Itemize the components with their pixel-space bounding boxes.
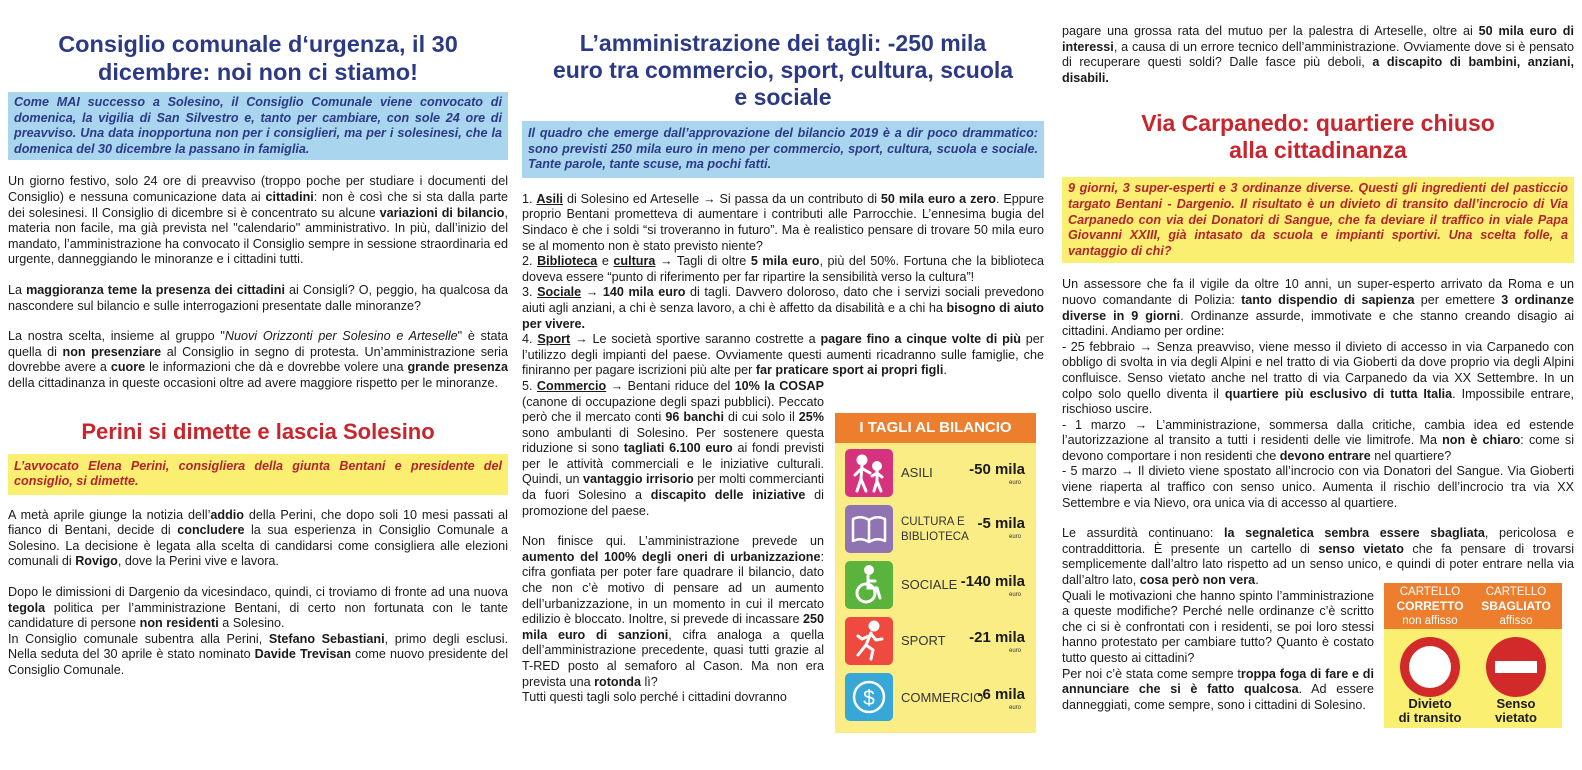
- no-transit-sign-icon: [1398, 635, 1462, 699]
- tagli-label: SPORT: [901, 633, 946, 648]
- paragraph: A metà aprile giunge la notizia dell’addio della Perini, che dopo soli 10 mesi passati al fianco di Bentani, decide di concludere la sua esperienza in Consiglio Comunale a Solesino. La decisione è legata alla scelta di candidarsi come consigliera alle elezioni comunali di Rovigo, dove la Perini vive e lavora.: [8, 507, 508, 569]
- list-item: 3. Sociale → 140 mila euro di tagli. Davvero doloroso, dato che i servizi sociali prevedono aiuti agli anziani, a chi è senza lavoro, a chi è affetto da disabilità e a chi ha bisogno di aiuto per vivere.: [522, 285, 1044, 331]
- paragraph: Le assurdità continuano: la segnaletica sembra essere sbagliata, pericolosa e contraddittoria. È presente un cartello di senso vietato che fa pensare di trovarsi semplicemente dall’altro lato rispetto ad un senso unico, e quindi di poter entrare nella via dall’altro lato, cosa però non vera.: [1062, 526, 1575, 588]
- tagli-label: SOCIALE: [901, 577, 958, 592]
- list-item: - 5 marzo → Il divieto viene spostato all’incrocio con via Donatori del Sangue. Via Gioberti viene riaperta al traffico con senso unico. Aumenta il rischio dell’incrocio tra via XX Settembre e via Nievo, ora unica via di accesso al quartiere.: [1062, 464, 1574, 510]
- paragraph: In Consiglio comunale subentra alla Perini, Stefano Sebastiani, primo degli esclusi. Nella seduta del 30 aprile è stato nominato Davide Trevisan come nuovo presidente del Consiglio Comunale.: [8, 631, 508, 678]
- tagli-label: COMMERCIO: [901, 690, 984, 705]
- list-item: - 1 marzo → L’amministrazione, sommersa dalla critiche, cambia idea ed estende l’autorizzazione al transito a tutti i residenti delle vie limitrofe. Ma non è chiaro: come si devono comportare i non residenti che devono entrare nel quartiere?: [1062, 417, 1574, 463]
- euro-label: euro: [1008, 480, 1021, 486]
- tagli-row-asili: [841, 449, 1031, 501]
- tagli-value: -6 mila: [977, 686, 1025, 703]
- children-walking-icon: [845, 449, 893, 497]
- euro-label: euro: [1008, 648, 1021, 654]
- list-item: 1. Asili di Solesino ed Arteselle → Si passa da un contributo di 50 mila euro a zero. Eppure proprio Bentani prometteva di aumentare i contributi alle Parrocchie. L’ennesima bugia del Sindaco è che i soldi “si troveranno in futuro”. Ma è realistico pensare di trovare 50 mila euro se al momento non è stato previsto niente?: [522, 191, 1044, 253]
- article-title-carpanedo: Via Carpanedo: quartiere chiuso alla cittadinanza: [1141, 110, 1495, 164]
- list-item: - 25 febbraio → Senza preavviso, viene messo il divieto di accesso in via Carpanedo con obbligo di svolta in via degli Alpini e nel tratto di via Gioberti da dove proprio via degli Alpini confluisce. Senso vietato anche nel tratto di via Carpanedo da via XX Settembre. In un colpo solo quello diventa il quartiere più esclusivo di tutta Italia. Impossibile entrare, rischioso uscire.: [1062, 339, 1574, 417]
- intro-box-carpanedo: 9 giorni, 3 super-esperti e 3 ordinanze diverse. Questi gli ingredienti del pasticcio targato Bentani - Dargenio. Il risultato è un divieto di transito dall’incrocio di Via Carpanedo con via dei Donatori di Sangue, che fa deviare il traffico in viale Papa Giovanni XXIII, già intasato da scuola e impianti sportivi. Una scelta folle, a vantaggio di chi?: [1062, 177, 1574, 263]
- article-title-perini: Perini si dimette e lascia Solesino: [81, 418, 435, 444]
- paragraph: Non finisce qui. L’amministrazione prevede un aumento del 100% degli oneri di urbanizzazione: cifra gonfiata per poter fare quadrare il bilancio, dato che non c’è motivo di pensare ad un aumento dell’urbanizzazione, in un momento in cui il mercato edilizio è bloccato. Inoltre, si prevede di incassare 250 mila euro di sanzioni, cifra analoga a quella dell’amministrazione precedente, quasi tutti grazie al T-RED posto al semaforo al Cason. Ma non era prevista una rotonda lì? Tutti questi tagli solo perché i cittadini dovranno: [522, 534, 824, 705]
- intro-box-perini: L’avvocato Elena Perini, consigliera della giunta Bentani e presidente del consiglio, si dimette.: [8, 454, 508, 495]
- tagli-value: -140 mila: [960, 573, 1025, 590]
- tagli-value: -5 mila: [977, 515, 1025, 532]
- article-title-consiglio: Consiglio comunale d‘urgenza, il 30 dicembre: noi non ci stiamo!: [58, 31, 458, 85]
- intro-box-tagli: Il quadro che emerge dall’approvazione del bilancio 2019 è a dir poco drammatico: sono previsti 250 mila euro in meno per commercio, sport, cultura, scuola e sociale. Tante parole, tante scuse, ma pochi fatti.: [522, 121, 1044, 178]
- paragraph: Per noi c’è stata come sempre troppa foga di fare e di annunciare che si è fatto qualcosa. Ad essere danneggiati, come sempre, sono i cittadini di Solesino.: [1062, 666, 1374, 712]
- intro-box-consiglio: Come MAI successo a Solesino, il Consiglio Comunale viene convocato di domenica, la vigilia di San Silvestro e, tanto per cambiare, con sole 24 ore di preavviso. Una data inopportuna non per i consiglieri, ma per i solesinesi, che la domenica del 30 dicembre la passano in famiglia.: [8, 92, 508, 160]
- list-item: 5. Commercio → Bentani riduce del 10% la COSAP (canone di occupazione degli spazi pubblici). Peccato però che il mercato conti 96 banchi di cui solo il 25% sono ambulanti di Solesino. Per sostenere questa riduzione si sono tagliati 6.100 euro ai fondi previsti per le attività commerciali e le iniziative culturali. Quindi, un vantaggio irrisorio per molti commercianti da fuori Solesino a discapito delle iniziative di promozione del paese.: [522, 378, 825, 518]
- column-1: [8, 0, 508, 770]
- tagli-label: ASILI: [901, 465, 933, 480]
- tagli-row-sociale: [841, 561, 1031, 613]
- running-person-icon: [845, 617, 893, 665]
- euro-label: euro: [1008, 534, 1021, 540]
- paragraph: La maggioranza teme la presenza dei cittadini ai Consigli? O, peggio, ha qualcosa da nascondere sul bilancio e sulle interrogazioni presentate dalle minoranze?: [8, 282, 508, 313]
- panel-header: I TAGLI AL BILANCIO: [835, 413, 1036, 443]
- tagli-row-commercio: [841, 673, 1031, 725]
- article-title-tagli: L’amministrazione dei tagli: -250 mila euro tra commercio, sport, cultura, scuola e sociale: [552, 30, 1014, 110]
- paragraph: Un assessore che fa il vigile da oltre 10 anni, un super-esperto arrivato da Roma e un nuovo comandante di Polizia: tanto dispendio di sapienza per emettere 3 ordinanze diverse in 9 giorni. Ordinanze assurde, immotivate e che stanno creando disagio ai cittadini. Andiamo per ordine:: [1062, 277, 1575, 339]
- tagli-value: -50 mila: [969, 461, 1025, 478]
- open-book-icon: [845, 505, 893, 553]
- tagli-row-cultura: [841, 505, 1031, 557]
- svg-text:$: $: [863, 687, 875, 710]
- paragraph: Un giorno festivo, solo 24 ore di preavviso (troppo poche per studiare i documenti del Consiglio) e nessuna comunicazione data ai cittadini: non è così che si sta dalla parte dei solesinesi. Il Consiglio di dicembre si è concentrato su alcune variazioni di bilancio, materia non facile, ma già prevista nel "calendario" amministrativo. In più, dall’inizio del mandato, l’amministrazione ha convocato il Consiglio sempre in sessione straordinaria ed urgente, danneggiando le minoranze e i cittadini tutti.: [8, 174, 508, 267]
- tagli-al-bilancio-panel: [835, 413, 1036, 733]
- euro-label: euro: [1008, 705, 1021, 711]
- cartello-caption: Divieto di transito: [1398, 696, 1462, 725]
- paragraph: La nostra scelta, insieme al gruppo "Nuovi Orizzonti per Solesino e Arteselle" è stata quella di non presenziare al Consiglio in segno di protesta. Un’amministrazione seria dovrebbe avere a cuore le informazioni che dà e dovrebbe volere una grande presenza della cittadinanza in queste occasioni oltre ad avere maggiore rispetto per le minoranze.: [8, 329, 508, 390]
- cartello-corretto: [1384, 583, 1476, 728]
- cartello-header: CARTELLO CORRETTO non affisso: [1384, 583, 1476, 629]
- paragraph: Quali le motivazioni che hanno spinto l’amministrazione a queste modifiche? Perché nelle ordinanze c’è scritto che ci si è confrontati con i residenti, se poi loro stessi hanno protestato per cambiare tutto? Quanto è costato tutto questo ai cittadini?: [1062, 588, 1374, 665]
- paragraph: pagare una grossa rata del mutuo per la palestra di Arteselle, oltre ai 50 mila euro di interessi, a causa di un errore tecnico dell’amministrazione. Ovviamente dove si è pensato di recuperare questi soldi? Dalle fasce più deboli, a discapito di bambini, anziani, disabili.: [1062, 24, 1574, 85]
- no-entry-sign-icon: [1484, 635, 1548, 699]
- dollar-coin-icon: [845, 673, 893, 721]
- wheelchair-icon: [845, 561, 893, 609]
- tagli-label: CULTURA E BIBLIOTECA: [901, 516, 969, 543]
- tagli-row-sport: [841, 617, 1031, 669]
- tagli-value: -21 mila: [969, 629, 1025, 646]
- paragraph: Dopo le dimissioni di Dargenio da vicesindaco, quindi, ci troviamo di fronte ad una nuova tegola politica per l’amministrazione Bentani, di certo non fortunata con le tante candidature di persone non residenti a Solesino.: [8, 585, 508, 631]
- cartello-caption: Senso vietato: [1495, 696, 1537, 725]
- euro-label: euro: [1008, 592, 1021, 598]
- cartello-sbagliato: [1470, 583, 1562, 728]
- list-item: 2. Biblioteca e cultura → Tagli di oltre 5 mila euro, più del 50%. Fortuna che la biblioteca doveva essere “punto di riferimento per far ripartire la sensibilità verso la cultura”!: [522, 254, 1045, 284]
- list-item: 4. Sport → Le società sportive saranno costrette a pagare fino a cinque volte di più per l’utilizzo degli impianti del paese. Ovviamente questi aumenti ricadranno sulle famiglie, che finiranno per pagare iscrizioni più alte per far praticare sport ai propri figli.: [522, 332, 1045, 378]
- cartello-header: CARTELLO SBAGLIATO affisso: [1470, 583, 1562, 629]
